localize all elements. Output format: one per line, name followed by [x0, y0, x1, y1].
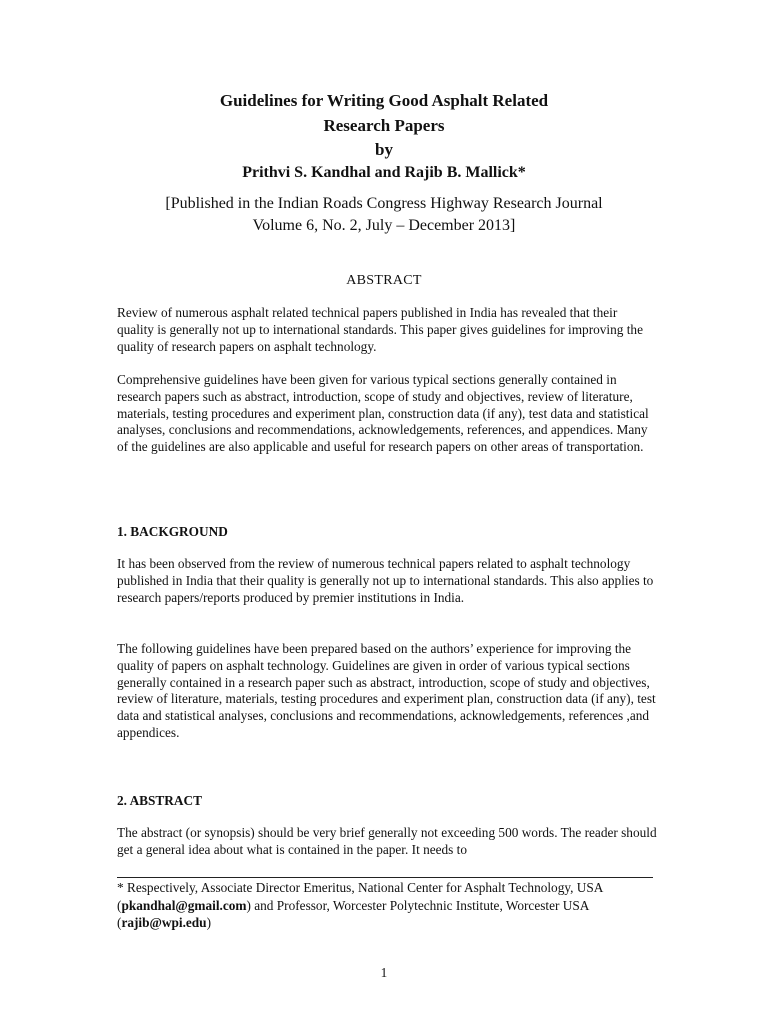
abstract-paragraph-2: Comprehensive guidelines have been given for various typical sections generally contained in research papers such as abstract, introduction, scope of study and objectives, review of literature, materials, testing procedures and experiment plan, construction data (if any), test data and statistical analyses, conclusions and recommendations, acknowledgements, references, and appendices. Many of the guidelines are also applicable and useful for research papers on other areas of transportation. — [117, 372, 649, 455]
background-heading: 1. BACKGROUND — [117, 524, 228, 539]
authors: Prithvi S. Kandhal and Rajib B. Mallick* — [242, 164, 526, 181]
footnote-text-2: ) and Professor, Worcester Polytechnic Institute, Worcester USA ( — [117, 897, 589, 930]
footnote-divider — [117, 877, 653, 878]
publication-note — [0, 193, 768, 237]
by-label: by — [375, 140, 393, 159]
background-paragraph-2: The following guidelines have been prepared based on the authors’ experience for improving the quality of papers on asphalt technology. Guidelines are given in order of various typical sections generally contained in a research paper such as abstract, introduction, scope of study and objectives, review of literature, materials, testing procedures and experiment plan, construction data (if any), test data and statistical analyses, conclusions and recommendations, acknowledgements, references ,and appendices. — [117, 641, 656, 740]
abstract-paragraph-1: Review of numerous asphalt related technical papers published in India has revealed that their quality is generally not up to international standards. This paper gives guidelines for improving the quality of research papers on asphalt technology. — [117, 305, 643, 354]
background-paragraph-1: It has been observed from the review of numerous technical papers related to asphalt technology published in India that their quality is generally not up to international standards. This also applies to research papers/reports produced by premier institutions in India. — [117, 556, 654, 605]
email-mallick[interactable]: rajib@wpi.edu — [121, 915, 207, 930]
abstract-section-heading: 2. ABSTRACT — [117, 793, 202, 808]
publication-line-2: Volume 6, No. 2, July – December 2013] — [252, 217, 516, 234]
author-footnote — [117, 879, 662, 932]
abstract-heading: ABSTRACT — [346, 273, 422, 288]
title-block — [0, 88, 768, 184]
email-kandhal[interactable]: pkandhal@gmail.com — [121, 897, 247, 913]
abstract-section-paragraph: The abstract (or synopsis) should be very brief generally not exceeding 500 words. The reader should get a general idea about what is contained in the paper. It needs to — [117, 825, 657, 857]
page-number: 1 — [380, 965, 388, 980]
publication-line-1: [Published in the Indian Roads Congress Highway Research Journal — [165, 195, 603, 212]
paper-title-line-1: Guidelines for Writing Good Asphalt Related — [219, 91, 549, 110]
footnote-text-3: ) — [206, 915, 212, 930]
footnote-text-1: * Respectively, Associate Director Emeritus, National Center for Asphalt Technology, USA ( — [117, 880, 603, 913]
paper-title-line-2: Research Papers — [323, 116, 445, 135]
